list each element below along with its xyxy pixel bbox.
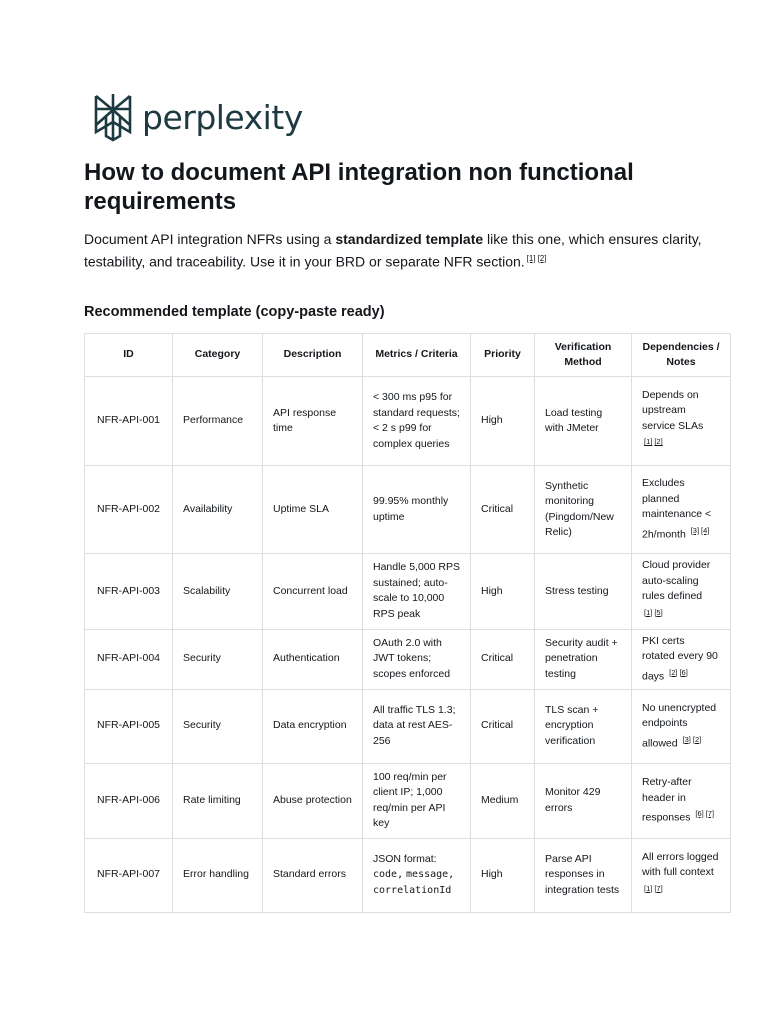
cell-notes — [632, 554, 731, 630]
notes-text: No unencrypted endpoints allowed — [642, 701, 717, 749]
table-row — [85, 377, 731, 466]
cell-description: Authentication — [263, 629, 363, 689]
cell-metrics: OAuth 2.0 with JWT tokens; scopes enforced — [363, 629, 471, 689]
cell-id: NFR-API-007 — [85, 838, 173, 912]
cell-verification: Stress testing — [535, 554, 632, 630]
column-header-description: Description — [263, 334, 363, 377]
perplexity-logo-icon — [92, 92, 134, 142]
citation-link[interactable]: [4] — [701, 525, 710, 535]
intro-paragraph — [84, 229, 704, 272]
cell-id: NFR-API-002 — [85, 466, 173, 554]
cell-description: Uptime SLA — [263, 466, 363, 554]
citation-link[interactable]: [1] — [644, 883, 653, 893]
cell-verification: Synthetic monitoring (Pingdom/New Relic) — [535, 466, 632, 554]
citation-link[interactable]: [2] — [537, 254, 547, 263]
cell-verification: TLS scan + encryption verification — [535, 689, 632, 763]
column-header-metrics: Metrics / Criteria — [363, 334, 471, 377]
citation-link[interactable]: [7] — [654, 883, 663, 893]
cell-id: NFR-API-001 — [85, 377, 173, 466]
citation-link[interactable]: [1] — [526, 254, 536, 263]
code-snippet: message, — [406, 869, 455, 881]
column-header-verification: Verification Method — [535, 334, 632, 377]
cell-description: Concurrent load — [263, 554, 363, 630]
cell-notes — [632, 689, 731, 763]
cell-metrics: All traffic TLS 1.3; data at rest AES-256 — [363, 689, 471, 763]
table-row — [85, 629, 731, 689]
table-header-row — [85, 334, 731, 377]
column-header-category: Category — [173, 334, 263, 377]
cell-notes — [632, 377, 731, 466]
cell-verification: Monitor 429 errors — [535, 763, 632, 838]
column-header-notes: Dependencies / Notes — [632, 334, 731, 377]
citation-link[interactable]: [7] — [705, 809, 715, 818]
notes-text: Depends on upstream service SLAs — [642, 388, 704, 432]
cell-metrics: 100 req/min per client IP; 1,000 req/min per API key — [363, 763, 471, 838]
cell-notes — [632, 838, 731, 912]
nfr-table — [84, 333, 731, 913]
cell-id: NFR-API-003 — [85, 554, 173, 630]
metrics-text: JSON format: — [373, 852, 437, 865]
table-row — [85, 554, 731, 630]
cell-description: Abuse protection — [263, 763, 363, 838]
cell-verification: Load testing with JMeter — [535, 377, 632, 466]
cell-metrics: 99.95% monthly uptime — [363, 466, 471, 554]
brand-name: perplexity — [142, 97, 303, 137]
table-row — [85, 838, 731, 912]
cell-verification: Parse API responses in integration tests — [535, 838, 632, 912]
code-snippet: correlationId — [373, 884, 452, 896]
cell-notes — [632, 466, 731, 554]
citation-link[interactable]: [3] — [690, 525, 700, 535]
cell-notes — [632, 763, 731, 838]
intro-text-end: like this one, which ensures clarity, testability, and traceability. Use it in your BRD or separate NFR section. — [84, 231, 702, 270]
cell-priority: High — [471, 838, 535, 912]
notes-text: Excludes planned maintenance < 2h/month — [642, 477, 712, 541]
notes-text: PKI certs rotated every 90 days — [642, 634, 718, 682]
cell-priority: Critical — [471, 689, 535, 763]
cell-priority: Critical — [471, 466, 535, 554]
notes-text: Cloud provider auto-scaling rules defined — [642, 559, 711, 602]
cell-description: API response time — [263, 377, 363, 466]
page-title: How to document API integration non functional requirements — [84, 159, 634, 215]
cell-priority: High — [471, 377, 535, 466]
cell-metrics: < 300 ms p95 for standard requests; < 2 s p99 for complex queries — [363, 377, 471, 466]
cell-category: Scalability — [173, 554, 263, 630]
cell-category: Security — [173, 629, 263, 689]
cell-priority: Critical — [471, 629, 535, 689]
column-header-id: ID — [85, 334, 173, 377]
citation-link[interactable]: [1] — [644, 607, 653, 617]
cell-metrics — [363, 838, 471, 912]
cell-verification: Security audit + penetration testing — [535, 629, 632, 689]
cell-priority: High — [471, 554, 535, 630]
section-title: Recommended template (copy-paste ready) — [84, 304, 385, 320]
cell-id: NFR-API-005 — [85, 689, 173, 763]
intro-bold: standardized template — [335, 231, 484, 247]
cell-priority: Medium — [471, 763, 535, 838]
table-row — [85, 689, 731, 763]
cell-notes — [632, 629, 731, 689]
citation-link[interactable]: [2] — [654, 437, 663, 447]
intro-text-start: Document API integration NFRs using a — [84, 231, 336, 247]
cell-category: Performance — [173, 377, 263, 466]
citation-link[interactable]: [1] — [644, 437, 653, 447]
brand-logo — [92, 92, 303, 142]
cell-category: Error handling — [173, 838, 263, 912]
citation-link[interactable]: [2] — [669, 667, 678, 677]
column-header-priority: Priority — [471, 334, 535, 377]
code-snippet: code, — [373, 869, 404, 881]
cell-category: Security — [173, 689, 263, 763]
cell-description: Standard errors — [263, 838, 363, 912]
cell-description: Data encryption — [263, 689, 363, 763]
cell-category: Availability — [173, 466, 263, 554]
citation-link[interactable]: [6] — [679, 667, 688, 677]
citation-link[interactable]: [5] — [654, 607, 663, 617]
cell-metrics: Handle 5,000 RPS sustained; auto-scale to 10,000 RPS peak — [363, 554, 471, 630]
notes-text: All errors logged with full context — [642, 850, 719, 878]
citation-link[interactable]: [6] — [695, 809, 704, 818]
table-row — [85, 763, 731, 838]
table-row — [85, 466, 731, 554]
cell-id: NFR-API-004 — [85, 629, 173, 689]
citation-link[interactable]: [2] — [692, 734, 702, 744]
notes-text: Retry-after header in responses — [642, 776, 692, 824]
cell-id: NFR-API-006 — [85, 763, 173, 838]
cell-category: Rate limiting — [173, 763, 263, 838]
citation-link[interactable]: [3] — [682, 734, 691, 744]
